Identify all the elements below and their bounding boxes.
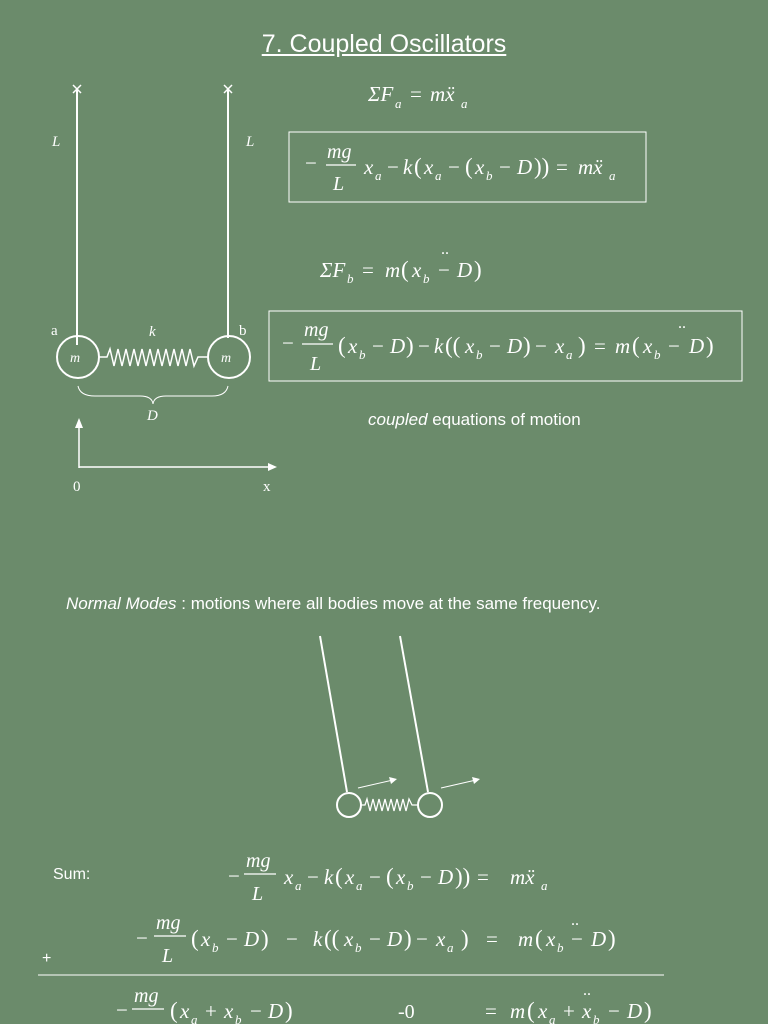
- svg-text:L: L: [252, 883, 264, 905]
- svg-text:−: −: [416, 927, 428, 951]
- svg-text:x: x: [284, 865, 294, 889]
- svg-text:(: (: [386, 864, 394, 889]
- caption-rest: equations of motion: [427, 410, 581, 429]
- svg-text:=: =: [486, 927, 498, 951]
- svg-text:−: −: [305, 151, 317, 175]
- svg-text:−: −: [489, 334, 501, 358]
- svg-text:−: −: [668, 334, 680, 358]
- svg-text:−: −: [226, 927, 238, 951]
- svg-text:mg: mg: [304, 319, 329, 341]
- svg-text:−: −: [250, 999, 262, 1023]
- svg-text:L: L: [333, 173, 345, 195]
- svg-text:): ): [523, 333, 531, 358]
- svg-text:a: a: [549, 1012, 556, 1024]
- svg-text:(: (: [465, 154, 473, 179]
- svg-text:): ): [404, 926, 412, 951]
- svg-text:): ): [644, 998, 652, 1023]
- mass-a-symbol: m: [70, 351, 81, 366]
- svg-text:b: b: [235, 1012, 242, 1024]
- svg-text:((: ((: [445, 333, 461, 358]
- svg-text:a: a: [566, 347, 573, 362]
- svg-text:k: k: [434, 334, 444, 358]
- svg-text:−: −: [418, 334, 430, 358]
- origin-label: 0: [73, 479, 81, 495]
- svg-text:): ): [474, 257, 482, 282]
- svg-text:x: x: [344, 927, 354, 951]
- sum-equation-result: [116, 982, 652, 1024]
- svg-text:a: a: [435, 168, 442, 183]
- svg-text:): ): [706, 333, 714, 358]
- svg-text:mẍ: mẍ: [510, 865, 535, 889]
- svg-text:−: −: [499, 155, 511, 179]
- svg-text:k: k: [403, 155, 413, 179]
- svg-text:(: (: [401, 257, 409, 282]
- sum-result-zero: -0: [398, 1001, 415, 1023]
- svg-text:(: (: [191, 926, 199, 951]
- svg-text:(: (: [414, 154, 422, 179]
- svg-text:a: a: [375, 168, 382, 183]
- mode-mass-right: [418, 793, 442, 817]
- svg-text:−: −: [286, 927, 298, 951]
- svg-text:x: x: [475, 155, 485, 179]
- svg-text:mẍ: mẍ: [578, 155, 603, 179]
- svg-text:): ): [406, 333, 414, 358]
- svg-text:m: m: [615, 334, 631, 358]
- svg-text:=: =: [410, 82, 422, 106]
- svg-text:D: D: [438, 865, 454, 889]
- svg-text:−: −: [571, 927, 583, 951]
- svg-text:..: ..: [678, 315, 686, 332]
- svg-text:x: x: [555, 334, 565, 358]
- x-axis-label: x: [263, 479, 271, 495]
- svg-text:k: k: [313, 927, 323, 951]
- svg-text:): ): [285, 998, 293, 1023]
- sum-equation-line2: [136, 912, 616, 967]
- svg-text:b: b: [355, 940, 362, 955]
- slide-title: 7. Coupled Oscillators: [261, 30, 507, 58]
- svg-text:): ): [261, 926, 269, 951]
- svg-text:D: D: [457, 258, 473, 282]
- mass-b-symbol: m: [221, 351, 232, 366]
- horizontal-axis-arrow-icon: [268, 463, 277, 471]
- sum-label: Sum:: [53, 866, 91, 883]
- svg-text:−: −: [369, 927, 381, 951]
- svg-text:x: x: [465, 334, 475, 358]
- svg-text:m: m: [510, 999, 526, 1023]
- svg-text:D: D: [244, 927, 260, 951]
- svg-text:): ): [461, 926, 469, 951]
- svg-text:D: D: [591, 927, 607, 951]
- svg-text:−: −: [448, 155, 460, 179]
- svg-text:ΣF: ΣF: [368, 82, 394, 106]
- svg-text:L: L: [310, 353, 322, 375]
- svg-text:ΣF: ΣF: [320, 258, 346, 282]
- svg-text:−: −: [387, 155, 399, 179]
- svg-text:..: ..: [571, 912, 579, 929]
- svg-text:a: a: [191, 1012, 198, 1024]
- svg-text:mg: mg: [246, 850, 271, 872]
- mode-string-left: [320, 636, 347, 792]
- svg-text:x: x: [201, 927, 211, 951]
- svg-text:=: =: [362, 258, 374, 282]
- svg-text:m: m: [385, 258, 401, 282]
- svg-text:−: −: [136, 926, 148, 950]
- svg-text:+: +: [563, 999, 575, 1023]
- svg-text:mg: mg: [156, 912, 181, 934]
- svg-text:b: b: [423, 271, 430, 286]
- vertical-axis-arrow-icon: [75, 418, 83, 428]
- svg-text:=: =: [594, 334, 606, 358]
- spring-coil: [99, 349, 208, 366]
- svg-text:b: b: [347, 271, 354, 286]
- svg-text:mẍ: mẍ: [430, 82, 455, 106]
- svg-text:−: −: [608, 999, 620, 1023]
- mode-mass-left: [337, 793, 361, 817]
- svg-text:x: x: [546, 927, 556, 951]
- length-label-left: L: [52, 134, 61, 150]
- svg-text:..: ..: [441, 241, 449, 258]
- svg-text:D: D: [517, 155, 533, 179]
- normal-modes-term: Normal Modes: [66, 594, 177, 613]
- svg-text:x: x: [436, 927, 446, 951]
- svg-text:(: (: [335, 864, 343, 889]
- svg-text:m: m: [518, 927, 534, 951]
- svg-text:−: −: [535, 334, 547, 358]
- svg-text:D: D: [268, 999, 284, 1023]
- separation-label: D: [147, 408, 158, 424]
- length-label-right: L: [246, 134, 255, 150]
- svg-text:(: (: [535, 926, 543, 951]
- svg-text:mg: mg: [134, 985, 159, 1007]
- svg-text:=: =: [477, 865, 489, 889]
- equation-a: [305, 141, 616, 195]
- svg-text:x: x: [348, 334, 358, 358]
- svg-text:−: −: [228, 864, 240, 888]
- mode-arrow-right-icon: [472, 777, 480, 784]
- equation-b: [282, 315, 714, 375]
- svg-text:x: x: [643, 334, 653, 358]
- svg-text:−: −: [369, 865, 381, 889]
- svg-text:=: =: [485, 999, 497, 1023]
- normal-modes-definition: [66, 594, 601, 614]
- svg-text:b: b: [593, 1012, 600, 1024]
- svg-text:b: b: [476, 347, 483, 362]
- svg-text:x: x: [424, 155, 434, 179]
- svg-text:k: k: [324, 865, 334, 889]
- mode-arrow-left: [358, 780, 393, 788]
- svg-text:..: ..: [583, 982, 591, 999]
- sum-equation-line1: [228, 850, 548, 905]
- svg-text:x: x: [582, 999, 592, 1023]
- svg-text:a: a: [395, 96, 402, 111]
- svg-text:a: a: [541, 878, 548, 893]
- svg-text:−: −: [282, 331, 294, 355]
- svg-text:x: x: [180, 999, 190, 1023]
- svg-text:=: =: [556, 155, 568, 179]
- svg-text:−: −: [307, 865, 319, 889]
- svg-text:−: −: [438, 258, 450, 282]
- coupled-pendulum-diagram: [57, 85, 277, 471]
- svg-text:a: a: [461, 96, 468, 111]
- svg-text:a: a: [356, 878, 363, 893]
- svg-text:x: x: [345, 865, 355, 889]
- normal-mode-illustration: [320, 636, 480, 817]
- svg-text:(: (: [632, 333, 640, 358]
- svg-text:D: D: [387, 927, 403, 951]
- svg-text:−: −: [116, 998, 128, 1022]
- svg-text:a: a: [609, 168, 616, 183]
- svg-text:(: (: [170, 998, 178, 1023]
- svg-text:D: D: [627, 999, 643, 1023]
- svg-text:a: a: [447, 940, 454, 955]
- svg-text:D: D: [390, 334, 406, 358]
- plus-sign: +: [42, 950, 52, 967]
- svg-text:x: x: [364, 155, 374, 179]
- svg-text:): ): [608, 926, 616, 951]
- svg-text:L: L: [162, 945, 174, 967]
- svg-text:b: b: [212, 940, 219, 955]
- normal-modes-description: : motions where all bodies move at the same frequency.: [176, 594, 601, 613]
- svg-text:−: −: [372, 334, 384, 358]
- separation-brace: [78, 386, 228, 404]
- svg-text:−: −: [420, 865, 432, 889]
- svg-text:b: b: [359, 347, 366, 362]
- svg-text:+: +: [205, 999, 217, 1023]
- svg-text:x: x: [412, 258, 422, 282]
- mode-spring-coil: [361, 799, 418, 811]
- svg-text:mg: mg: [327, 141, 352, 163]
- svg-text:): ): [578, 333, 586, 358]
- sum-force-b-equation: [319, 241, 482, 286]
- svg-text:x: x: [538, 999, 548, 1023]
- mass-b-label: b: [239, 323, 247, 339]
- svg-text:D: D: [689, 334, 705, 358]
- coupled-word: coupled: [368, 410, 428, 429]
- svg-text:x: x: [396, 865, 406, 889]
- svg-text:b: b: [654, 347, 661, 362]
- svg-text:x: x: [224, 999, 234, 1023]
- svg-text:b: b: [407, 878, 414, 893]
- svg-text:b: b: [486, 168, 493, 183]
- svg-text:)): )): [534, 154, 550, 179]
- sum-force-a-equation: [367, 82, 468, 111]
- mode-string-right: [400, 636, 428, 792]
- svg-text:(: (: [527, 998, 535, 1023]
- mass-a-label: a: [51, 323, 58, 339]
- coupled-equations-caption: [368, 410, 581, 430]
- svg-text:((: ((: [324, 926, 340, 951]
- svg-text:b: b: [557, 940, 564, 955]
- spring-constant-label: k: [149, 324, 156, 340]
- mode-arrow-right: [441, 780, 476, 788]
- mode-arrow-left-icon: [389, 777, 397, 784]
- svg-text:(: (: [338, 333, 346, 358]
- svg-text:D: D: [507, 334, 523, 358]
- svg-text:a: a: [295, 878, 302, 893]
- svg-text:)): )): [455, 864, 471, 889]
